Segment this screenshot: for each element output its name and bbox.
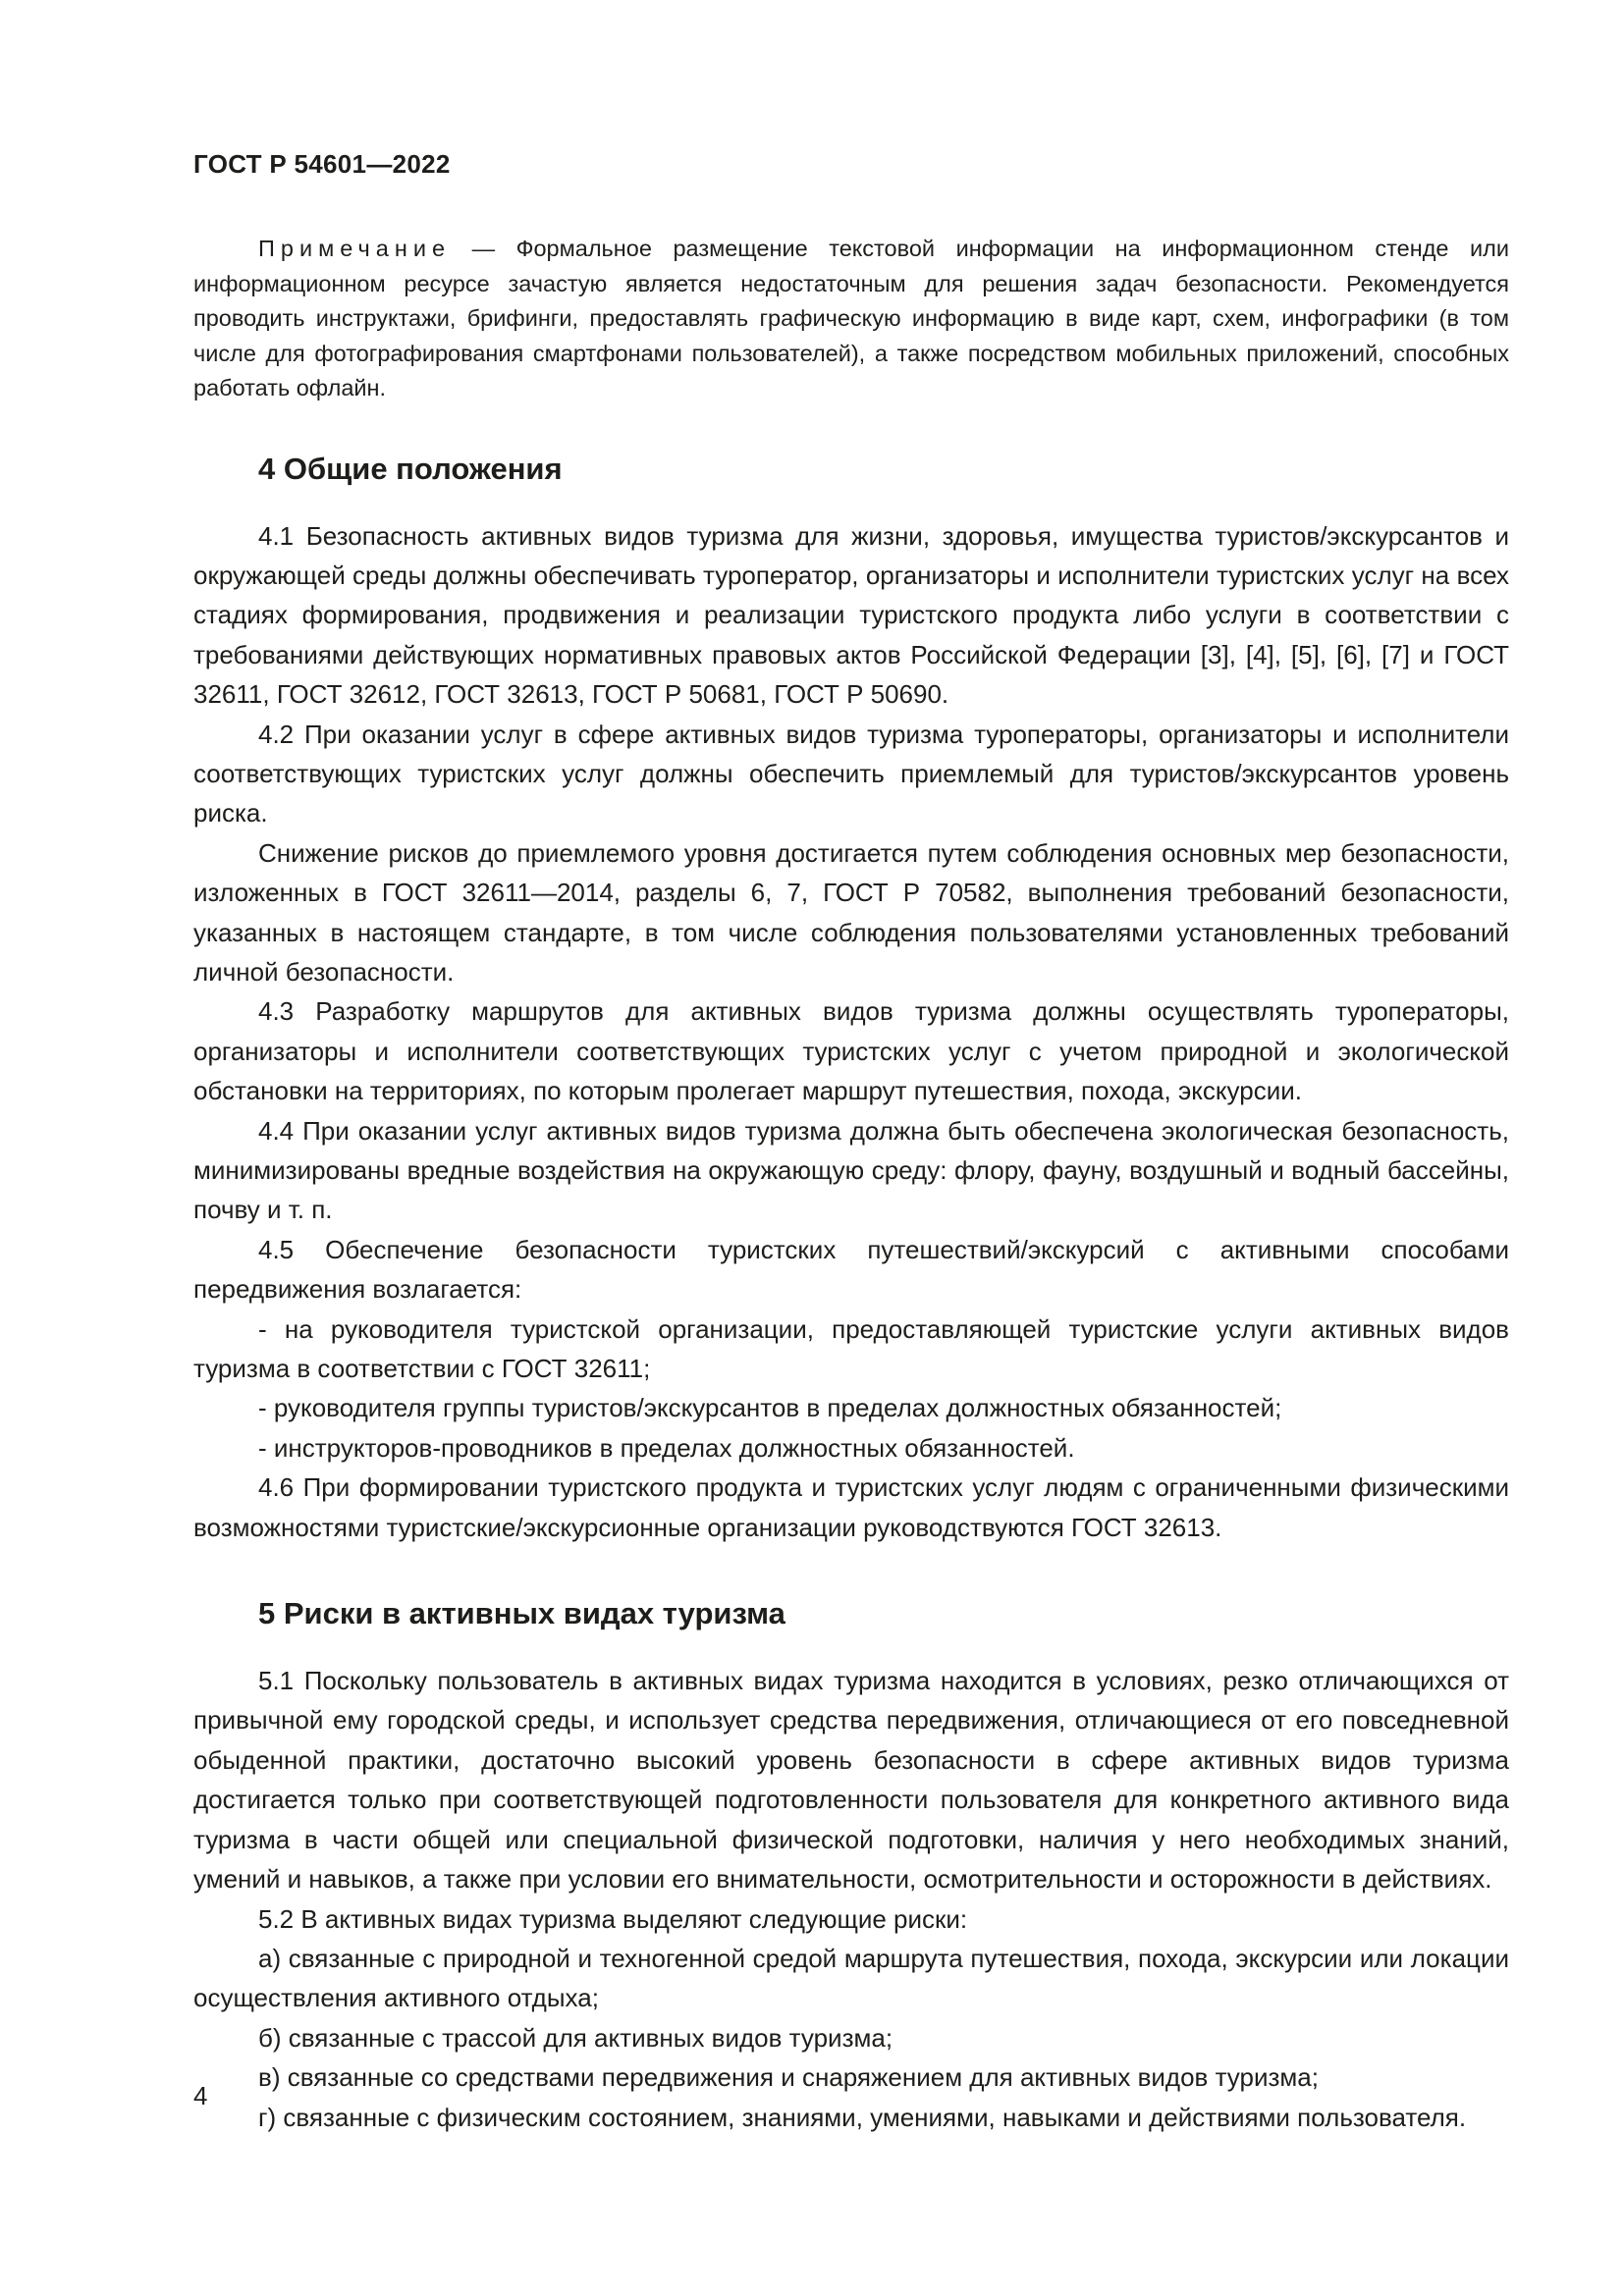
paragraph-4-3: 4.3 Разработку маршрутов для активных видов туризма должны осуществлять туроператоры, организаторы и исполнители соответствующих туристских услуг с учетом природной и экологической обстановки на территориях, по которым пролегает маршрут путешествия, похода, экскурсии. bbox=[193, 996, 1509, 1106]
list-item: г) связанные с физическим состоянием, знаниями, умениями, навыками и действиями пользователя. bbox=[258, 2102, 1467, 2132]
paragraph-4-6: 4.6 При формировании туристского продукта и туристских услуг людям с ограниченными физическими возможностями туристские/экскурсионные организации руководствуются ГОСТ 32613. bbox=[193, 1472, 1509, 1542]
list-item: - руководителя группы туристов/экскурсантов в пределах должностных обязанностей; bbox=[258, 1393, 1282, 1423]
paragraph-5-2: 5.2 В активных видах туризма выделяют следующие риски: bbox=[258, 1903, 968, 1934]
list-item: - на руководителя туристской организации, предоставляющей туристские услуги активных видов туризма в соответствии с ГОСТ 32611; bbox=[193, 1313, 1509, 1384]
list-item: б) связанные с трассой для активных видов туризма; bbox=[258, 2022, 893, 2053]
note-paragraph bbox=[193, 232, 1509, 406]
paragraph-4-4: 4.4 При оказании услуг активных видов туризма должна быть обеспечена экологическая безопасность, минимизированы вредные воздействия на окружающую среду: флору, фауну, воздушный и водный бассейны, почву и т. п. bbox=[193, 1115, 1509, 1225]
document-page bbox=[193, 147, 1509, 2137]
list-item: - инструкторов-проводников в пределах должностных обязанностей. bbox=[258, 1432, 1075, 1463]
paragraph-4-2-risk: Снижение рисков до приемлемого уровня достигается путем соблюдения основных мер безопасности, изложенных в ГОСТ 32611—2014, разделы 6, 7, ГОСТ Р 70582, выполнения требований безопасности, указанных в настоящем стандарте, в том числе соблюдения пользователями установленных требований личной безопасности. bbox=[193, 837, 1509, 987]
list-item: в) связанные со средствами передвижения и снаряжением для активных видов туризма; bbox=[258, 2062, 1319, 2093]
paragraph-4-2: 4.2 При оказании услуг в сфере активных видов туризма туроператоры, организаторы и исполнители соответствующих туристских услуг должны обеспечить приемлемый для туристов/экскурсантов уровень риска. bbox=[193, 719, 1509, 828]
document-code: ГОСТ Р 54601—2022 bbox=[193, 149, 451, 179]
paragraph-4-5: 4.5 Обеспечение безопасности туристских путешествий/экскурсий с активными способами передвижения возлагается: bbox=[193, 1234, 1509, 1305]
paragraph-5-1: 5.1 Поскольку пользователь в активных видах туризма находится в условиях, резко отличающихся от привычной ему городской среды, и использует средства передвижения, отличающиеся от его повседневной обыденной практики, достаточно высокий уровень безопасности в сфере активных видов туризма достигается только при соответствующей подготовленности пользователя для конкретного активного вида туризма в части общей или специальной физической подготовки, наличия у него необходимых знаний, умений и навыков, а также при условии его внимательности, осмотрительности и осторожности в действиях. bbox=[193, 1666, 1509, 1895]
section-5-heading: 5 Риски в активных видах туризма bbox=[258, 1596, 785, 1631]
section-4-heading: 4 Общие положения bbox=[258, 451, 563, 486]
note-text: — Формальное размещение текстовой информации на информационном стенде или информационном ресурсе зачастую является недостаточным для решения задач безопасности. Рекомендуется проводить инструктажи, брифинги, предоставлять графическую информацию в виде карт, схем, инфографики (в том числе для фотографирования смартфонами пользователей), а также посредством мобильных приложений, способных работать офлайн. bbox=[193, 236, 1509, 400]
note-label: Примечание bbox=[258, 236, 452, 261]
paragraph-4-1: 4.1 Безопасность активных видов туризма для жизни, здоровья, имущества туристов/экскурсантов и окружающей среды должны обеспечивать туроператор, организаторы и исполнители туристских услуг на всех стадиях формирования, продвижения и реализации туристского продукта либо услуги в соответствии с требованиями действующих нормативных правовых актов Российской Федерации [3], [4], [5], [6], [7] и ГОСТ 32611, ГОСТ 32612, ГОСТ 32613, ГОСТ Р 50681, ГОСТ Р 50690. bbox=[193, 520, 1509, 710]
page-number: 4 bbox=[193, 2081, 208, 2110]
list-item: а) связанные с природной и техногенной средой маршрута путешествия, похода, экскурсии или локации осуществления активного отдыха; bbox=[193, 1943, 1509, 2013]
